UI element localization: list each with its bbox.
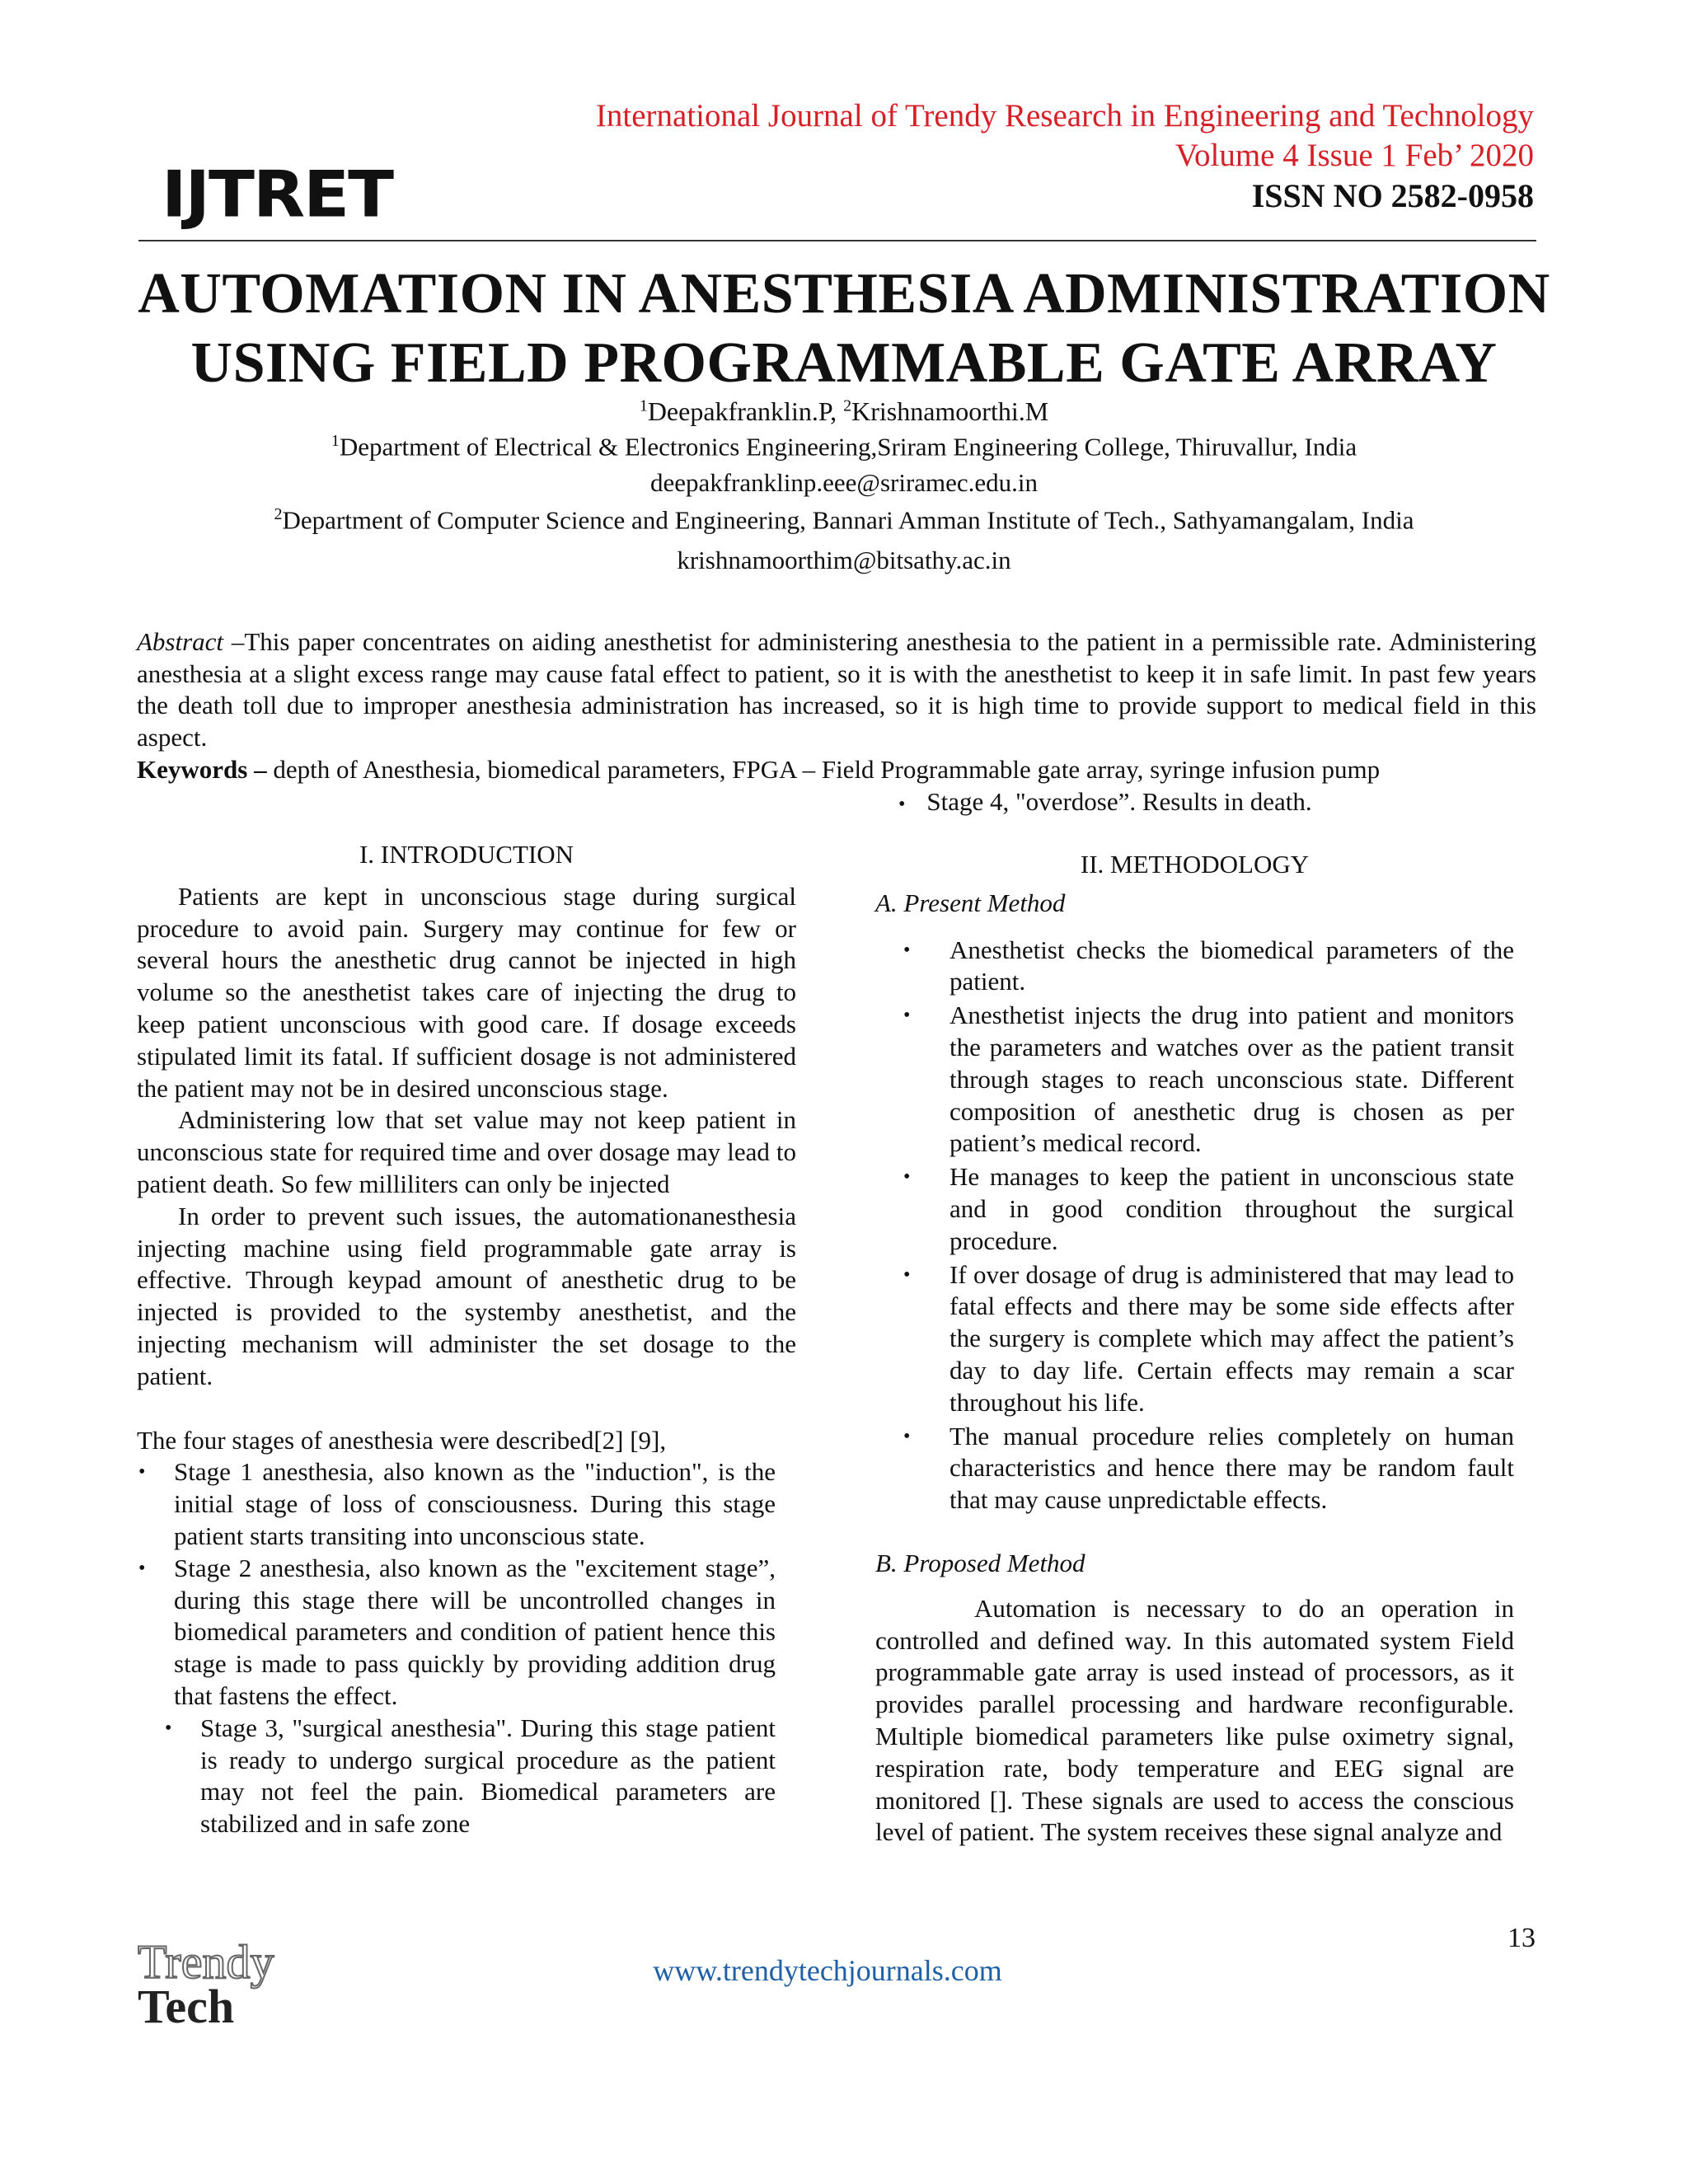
list-item	[875, 1000, 1514, 1160]
stage-4-item	[898, 787, 1312, 817]
present-item-1: Anesthetist checks the biomedical parameters of the patient.	[950, 935, 1514, 996]
affiliation-1-text: Department of Electrical & Electronics Engineering,Sriram Engineering College, Thiruvallur, India	[339, 432, 1357, 462]
present-item-3: He manages to keep the patient in unconscious state and in good condition throughout the surgical procedure.	[950, 1162, 1514, 1255]
stage-2-text: Stage 2 anesthesia, also known as the "excitement stage”, during this stage there will be uncontrolled changes in biomedical parameters and condition of patient hence this stage is made to pass quickly by providing addition drug that fastens the effect.	[174, 1553, 776, 1710]
author-1: Deepakfranklin.P,	[647, 396, 844, 426]
methodology-heading: II. METHODOLOGY	[1080, 850, 1310, 879]
list-item	[875, 935, 1514, 999]
bullet-icon: •	[898, 794, 906, 815]
present-method-heading: A. Present Method	[875, 888, 1066, 917]
abstract-label: Abstract	[137, 627, 224, 656]
proposed-method-heading: B. Proposed Method	[875, 1548, 1085, 1577]
proposed-method-text: Automation is necessary to do an operation in controlled and defined way. In this automated system Field programmable gate array is used instead of processors, as it provides parallel processing and hardware reconfigurable. Multiple biomedical parameters like pulse oximetry signal, respiration rate, body temperature and EEG signal are monitored []. These signals are used to access the conscious level of patient. The system receives these signal analyze and	[875, 1593, 1514, 1847]
bullet-icon: •	[903, 1425, 911, 1447]
journal-name: International Journal of Trendy Research in Engineering and Technology	[595, 98, 1534, 134]
ijtret-logo: IJTRET	[162, 157, 393, 232]
affiliation-2-text: Department of Computer Science and Engineering, Bannari Amman Institute of Tech., Sathyamangalam, India	[282, 505, 1414, 535]
bullet-icon: •	[138, 1557, 146, 1579]
logo-line-2: Tech	[138, 1980, 235, 2027]
author-2-mark: 2	[843, 396, 852, 415]
bullet-icon: •	[903, 1005, 911, 1027]
stage-1-text: Stage 1 anesthesia, also known as the "induction", is the initial stage of loss of consciousness. During this stage patient starts transiting into unconscious state.	[174, 1457, 776, 1550]
abstract	[137, 626, 1536, 753]
list-item	[875, 1421, 1514, 1516]
stages-intro: The four stages of anesthesia were described[2] [9],	[137, 1425, 667, 1455]
present-method-list	[875, 935, 1514, 1516]
author-list	[0, 396, 1688, 427]
bullet-icon: •	[165, 1717, 172, 1739]
logo-line-1: Trendy	[138, 1937, 274, 1989]
bullet-icon: •	[903, 1263, 911, 1286]
bullet-icon: •	[903, 939, 911, 961]
left-column	[137, 839, 796, 1840]
intro-heading: I. INTRODUCTION	[359, 840, 574, 869]
author-1-email: deepakfranklinp.eee@sriramec.edu.in	[649, 468, 1039, 497]
title-line-2: USING FIELD PROGRAMMABLE GATE ARRAY	[190, 331, 1498, 395]
affiliation-1-mark: 1	[331, 432, 340, 450]
page-number: 13	[1507, 1923, 1536, 1953]
keywords-label: Keywords –	[137, 755, 267, 784]
list-item	[875, 1259, 1514, 1419]
stage-3-text: Stage 3, "surgical anesthesia". During this stage patient is ready to undergo surgical procedure as the patient may not feel the pain. Biomedical parameters are stabilized and in safe zone	[200, 1713, 776, 1839]
abstract-text: –This paper concentrates on aiding anesthetist for administering anesthesia to the patient in a permissible rate. Administering anesthesia at a slight excess range may cause fatal effect to patient, so it is with the anesthetist to keep it in safe limit. In past few years the death toll due to improper anesthesia administration has increased, so it is high time to provide support to medical field in this aspect.	[137, 627, 1536, 752]
affiliation-2	[0, 505, 1688, 535]
intro-paragraph-2: Administering low that set value may not keep patient in unconscious state for required time and over dosage may lead to patient death. So few milliliters can only be injected	[137, 1105, 796, 1198]
bullet-icon: •	[903, 1166, 911, 1188]
title-line-1: AUTOMATION IN ANESTHESIA ADMINISTRATION	[138, 262, 1550, 326]
author-1-mark: 1	[639, 396, 648, 415]
journal-issn: ISSN NO 2582-0958	[1251, 177, 1534, 214]
stage-4-text: Stage 4, "overdose”. Results in death.	[926, 787, 1312, 816]
list-item	[137, 1456, 776, 1552]
journal-url-link[interactable]: www.trendytechjournals.com	[653, 1954, 1002, 1987]
keywords	[137, 754, 1536, 785]
present-item-4: If over dosage of drug is administered that may lead to fatal effects and there may be some side effects after the surgery is complete which may affect the patient’s day to day life. Certain effects may remain a scar throughout his life.	[950, 1259, 1514, 1417]
list-item	[137, 1713, 776, 1840]
header-divider	[138, 240, 1536, 241]
intro-paragraph-3: In order to prevent such issues, the automationanesthesia injecting machine using field programmable gate array is effective. Through keypad amount of anesthetic drug to be injected is provided to the systemby anesthetist, and the injecting mechanism will administer the set dosage to the patient.	[137, 1201, 796, 1390]
stages-list	[137, 1456, 796, 1840]
journal-volume: Volume 4 Issue 1 Feb’ 2020	[1175, 138, 1534, 173]
author-2-email: krishnamoorthim@bitsathy.ac.in	[677, 546, 1011, 574]
bullet-icon: •	[138, 1461, 146, 1483]
author-2: Krishnamoorthi.M	[851, 396, 1049, 426]
list-item	[137, 1553, 776, 1713]
present-item-5: The manual procedure relies completely on human characteristics and hence there may be random fault that may cause unpredictable effects.	[950, 1421, 1514, 1515]
affiliation-2-mark: 2	[274, 505, 283, 523]
present-item-2: Anesthetist injects the drug into patient and monitors the parameters and watches over as the patient transit through stages to reach unconscious state. Different composition of anesthetic drug is chosen as per patient’s medical record.	[950, 1001, 1514, 1158]
keywords-text: depth of Anesthesia, biomedical parameters, FPGA – Field Programmable gate array, syringe infusion pump	[266, 755, 1381, 784]
paper-title	[0, 260, 1688, 398]
trendy-tech-logo	[134, 1937, 324, 2027]
list-item	[875, 1161, 1514, 1257]
right-column	[875, 849, 1514, 1849]
affiliation-1	[0, 432, 1688, 462]
intro-paragraph-1: Patients are kept in unconscious stage during surgical procedure to avoid pain. Surgery may continue for few or several hours the anesthetic drug cannot be injected in high volume so the anesthetist takes care of injecting the drug to keep patient unconscious with good care. If dosage exceeds stipulated limit its fatal. If sufficient dosage is not administered the patient may not be in desired unconscious stage.	[137, 881, 796, 1103]
